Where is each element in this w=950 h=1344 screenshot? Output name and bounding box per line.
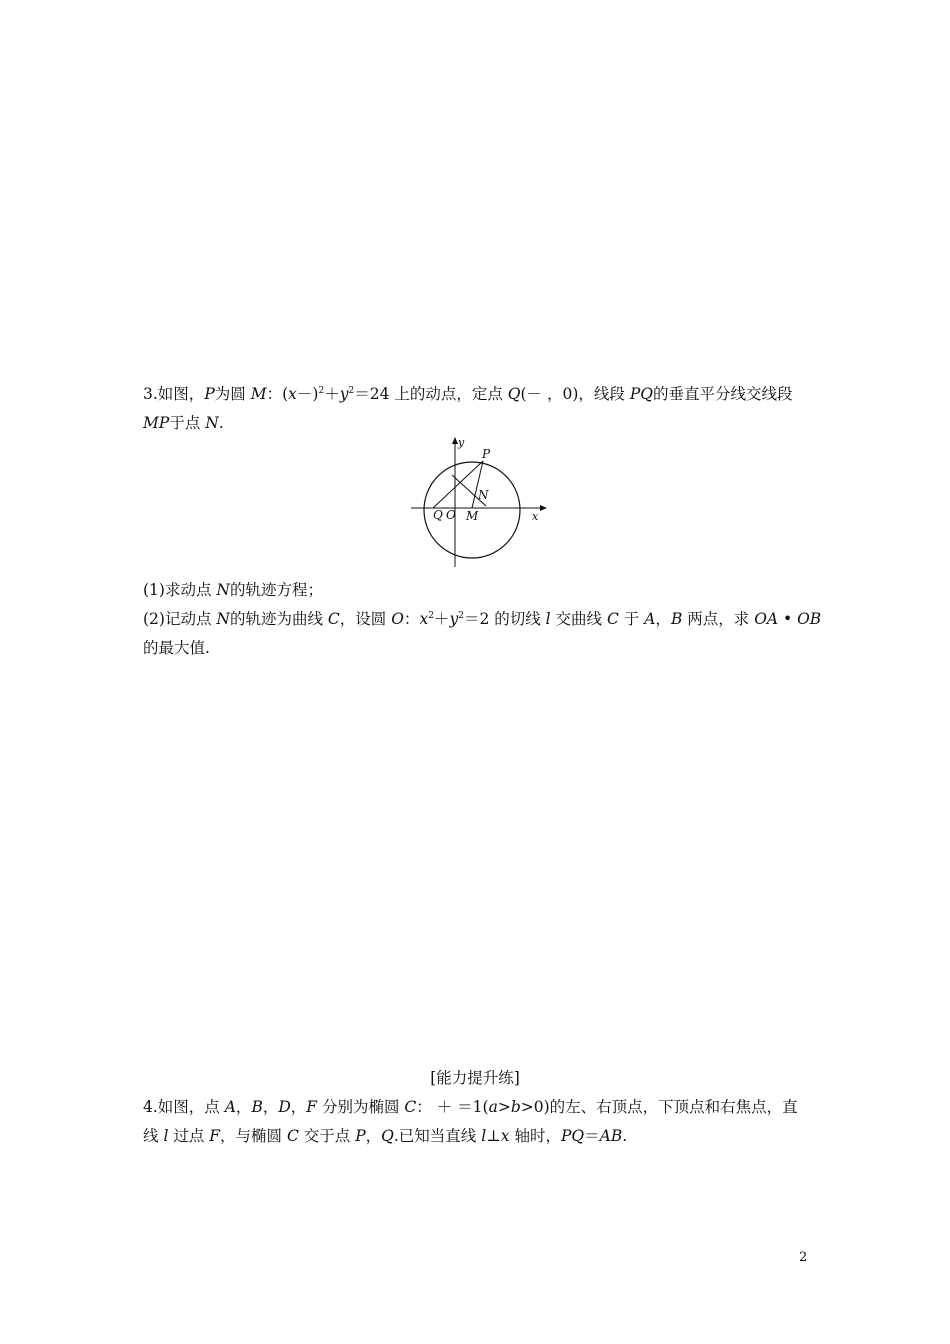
section-title: [能力提升练] [430, 1069, 520, 1087]
label-y: y [458, 436, 465, 449]
label-m: M [466, 509, 479, 523]
problem3-question1: (1)求动点 N的轨迹方程； [143, 581, 323, 599]
label-o: O [446, 508, 456, 522]
problem4-line2: 线 l 过点 F，与椭圆 C 交于点 P，Q.已知当直线 l⊥x 轴时，PQ＝AB. [143, 1127, 628, 1145]
problem3-question2-continued: 的最大值. [143, 639, 210, 657]
label-p: P [482, 447, 491, 461]
problem4-line1: 4.如图，点 A，B，D，F 分别为椭圆 C： ＋ ＝1(a>b>0)的左、右顶点，下顶点和右焦点，直 [143, 1098, 798, 1116]
label-n: N [478, 488, 489, 502]
page-number: 2 [799, 1250, 808, 1265]
label-x: x [532, 510, 539, 523]
label-q: Q [433, 508, 443, 522]
x-axis-arrow [540, 505, 547, 511]
problem3-line2: MP于点 N. [143, 414, 224, 432]
circle-figure [408, 434, 548, 569]
segment-pq [433, 461, 483, 508]
problem3-line1: 3.如图，P为圆 M：$(x-)^2+y^2=24$ 上的动点，定点 Q(－ ，0)，线段 PQ的垂直平分线交线段 [143, 385, 793, 403]
problem3-question2: (2)记动点 N的轨迹为曲线 C，设圆 O：$x^2+y^2=2$ 的切线 l 交曲线 C 于 A，B 两点，求 OA • OB [143, 610, 822, 628]
